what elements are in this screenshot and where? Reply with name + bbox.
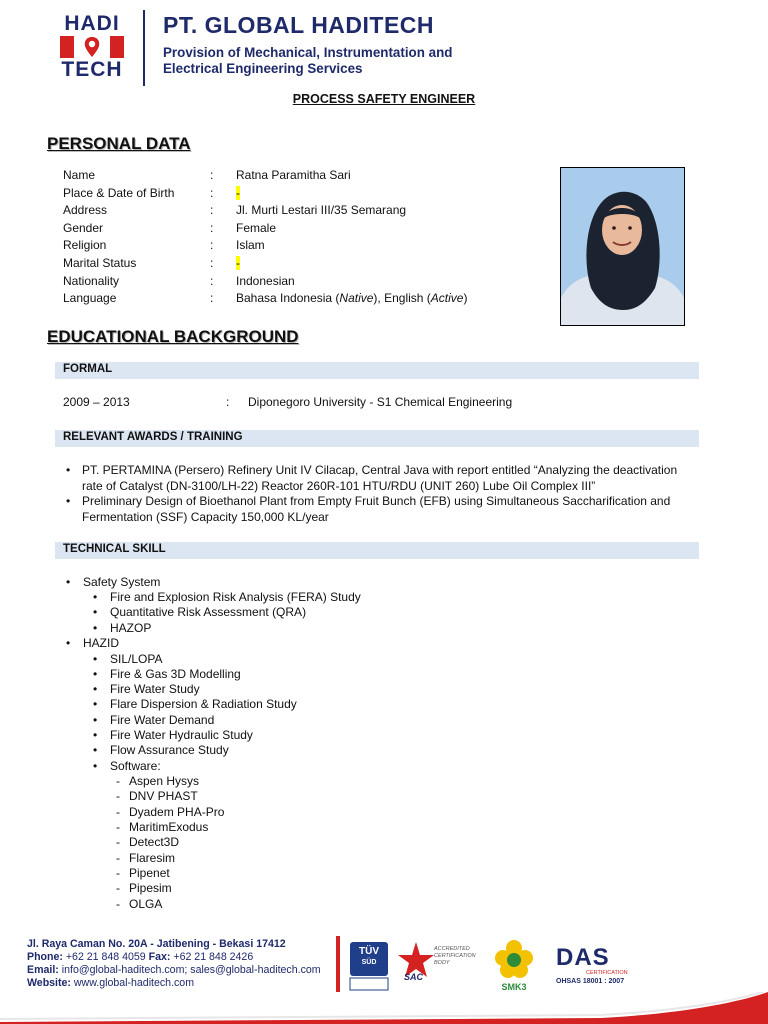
pd-value-marital: - [236,256,240,270]
footer-contact [27,938,321,990]
pd-colon: : [210,203,214,217]
flower-emblem-icon [484,938,544,982]
pd-value-address: Jl. Murti Lestari III/35 Semarang [236,203,407,217]
pd-label-address: Address [63,203,108,217]
edu-value: Diponegoro University - S1 Chemical Engineering [248,395,513,409]
pd-label-gender: Gender [63,221,104,235]
edu-colon: : [226,395,230,409]
skill-item: Quantitative Risk Assessment (QRA) [110,605,307,619]
company-logo [52,12,132,82]
smk3-cert-logo: SMK3 [484,938,544,994]
company-tagline: Provision of Mechanical, Instrumentation and Electrical Engineering Services [163,45,453,76]
pd-value-language: Bahasa Indonesia (Native), English (Active) [236,291,468,305]
software-item: Pipenet [129,866,170,880]
pd-label-language: Language [63,291,117,305]
software-item: Flaresim [129,851,176,865]
footer-divider [336,936,340,992]
profile-photo [560,167,685,326]
pd-label-name: Name [63,168,96,182]
skill-item: SIL/LOPA [110,652,163,666]
footer-website: Website: www.global-haditech.com [27,977,195,989]
pd-colon: : [210,291,214,305]
band-formal: FORMAL [55,362,699,379]
software-item: MaritimExodus [129,820,209,834]
skill-item: Fire Water Study [110,682,200,696]
logo-text-bottom: TECH [61,58,123,81]
skill-item: Fire and Explosion Risk Analysis (FERA) Study [110,590,361,604]
footer-email: Email: info@global-haditech.com; sales@global-haditech.com [27,964,321,976]
pd-colon: : [210,274,214,288]
logo-graphic [56,36,128,58]
skill-hazid: HAZID [83,636,119,650]
software-item: DNV PHAST [129,789,198,803]
skill-item: Flare Dispersion & Radiation Study [110,697,297,711]
edu-years: 2009 – 2013 [63,395,130,409]
header-divider [143,10,145,86]
pd-colon: : [210,221,214,235]
footer-address: Jl. Raya Caman No. 20A - Jatibening - Bekasi 17412 [27,938,286,950]
skill-item: Fire Water Demand [110,713,215,727]
pd-label-marital: Marital Status [63,256,137,270]
job-title: PROCESS SAFETY ENGINEER [292,92,476,106]
band-technical-skill: TECHNICAL SKILL [55,542,699,559]
software-item: Aspen Hysys [129,774,200,788]
section-title-personal-data: PERSONAL DATA [47,134,191,153]
software-item: Detect3D [129,835,180,849]
person-photo-icon [561,168,684,325]
footer-phone: Phone: +62 21 848 4059 Fax: +62 21 848 2426 [27,951,254,963]
skill-item: Fire Water Hydraulic Study [110,728,253,742]
software-item: Dyadem PHA-Pro [129,805,225,819]
das-cert-logo: DAS CERTIFICATION OHSAS 18001 : 2007 [556,944,628,985]
footer-red-swoosh [0,992,768,1024]
tuv-cert-logo: TÜV SÜD [346,940,392,992]
pd-label-birth: Place & Date of Birth [63,186,175,200]
section-title-education: EDUCATIONAL BACKGROUND [47,327,299,346]
skill-software-label: Software: [110,759,161,773]
pd-colon: : [210,238,214,252]
pd-value-name: Ratna Paramitha Sari [236,168,351,182]
pd-value-nationality: Indonesian [236,274,295,288]
location-pin-icon [82,36,102,58]
pd-label-religion: Religion [63,238,107,252]
pd-value-birth: - [236,186,240,200]
software-item: OLGA [129,897,163,911]
skill-safety-system: Safety System [83,575,161,589]
pd-value-gender: Female [236,221,277,235]
software-item: Pipesim [129,881,172,895]
skill-item: HAZOP [110,621,152,635]
skill-item: Fire & Gas 3D Modelling [110,667,241,681]
pd-colon: : [210,168,214,182]
pd-colon: : [210,186,214,200]
pd-colon: : [210,256,214,270]
band-awards: RELEVANT AWARDS / TRAINING [55,430,699,447]
sac-cert-logo: SAC ACCREDITED CERTIFICATION BODY [396,940,478,992]
pd-value-religion: Islam [236,238,265,252]
logo-text-top: HADI [64,12,120,35]
company-name: PT. GLOBAL HADITECH [163,12,435,38]
skill-item: Flow Assurance Study [110,743,229,757]
pd-label-nationality: Nationality [63,274,120,288]
